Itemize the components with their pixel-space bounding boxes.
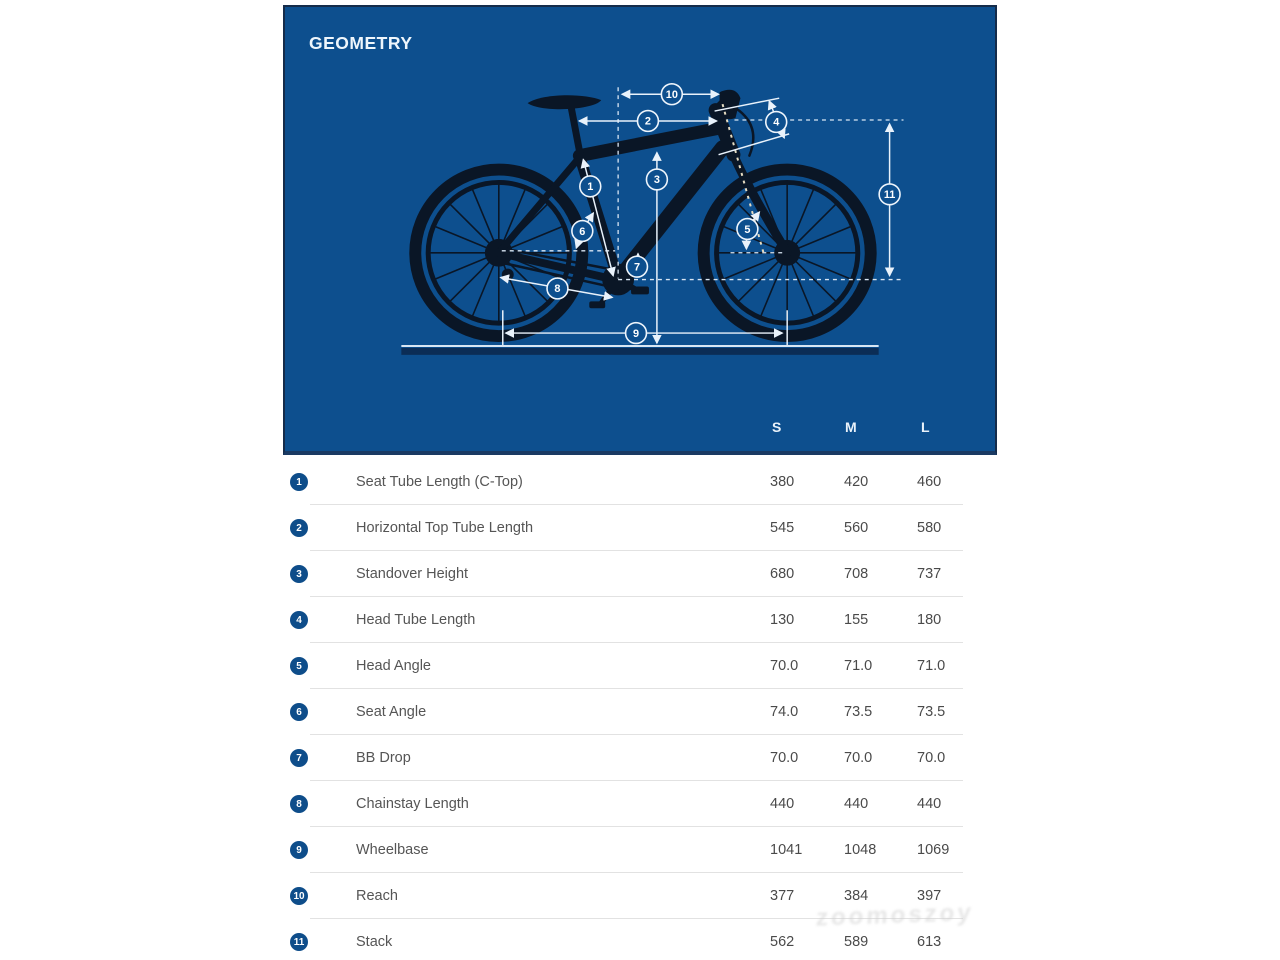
row-number-badge: 2 [290, 519, 308, 537]
row-number-badge: 1 [290, 473, 308, 491]
value-l: 180 [917, 612, 942, 628]
value-l: 397 [917, 888, 942, 904]
row-label: Seat Angle [356, 704, 427, 720]
callout-6 [572, 221, 593, 242]
row-label: Chainstay Length [356, 796, 469, 812]
value-m: 420 [844, 474, 869, 490]
callout-11 [879, 184, 900, 205]
svg-text:7: 7 [633, 261, 641, 274]
row-number-badge: 11 [290, 933, 308, 951]
value-s: 440 [770, 796, 795, 812]
callout-10 [661, 84, 682, 105]
svg-text:5: 5 [744, 223, 751, 236]
row-number-badge: 3 [290, 565, 308, 583]
row-number-badge: 4 [290, 611, 308, 629]
value-l: 73.5 [917, 704, 946, 720]
svg-text:3: 3 [653, 174, 660, 187]
value-l: 1069 [917, 842, 950, 858]
row-label: Reach [356, 888, 398, 904]
row-number-badge: 8 [290, 795, 308, 813]
value-s: 562 [770, 934, 795, 950]
row-label: BB Drop [356, 750, 411, 766]
value-s: 130 [770, 612, 795, 628]
row-number-badge: 10 [290, 887, 308, 905]
row-label: Head Angle [356, 658, 431, 674]
svg-text:6: 6 [579, 225, 586, 238]
row-label: Standover Height [356, 566, 469, 582]
svg-text:8: 8 [554, 283, 561, 296]
callout-5 [737, 219, 758, 240]
value-s: 70.0 [770, 658, 799, 674]
value-m: 589 [844, 934, 869, 950]
value-s: 680 [770, 566, 795, 582]
geometry-table [283, 459, 997, 960]
svg-text:2: 2 [644, 115, 651, 128]
row-number-badge: 6 [290, 703, 308, 721]
row-number-badge: 7 [290, 749, 308, 767]
table-row [283, 551, 997, 597]
value-m: 1048 [844, 842, 877, 858]
value-l: 70.0 [917, 750, 946, 766]
callout-3 [646, 169, 667, 190]
value-m: 440 [844, 796, 869, 812]
table-row [283, 597, 997, 643]
row-label: Horizontal Top Tube Length [356, 520, 534, 536]
bike-geometry-diagram [285, 7, 995, 451]
value-s: 1041 [770, 842, 803, 858]
callout-1 [580, 176, 601, 197]
value-m: 155 [844, 612, 869, 628]
callout-4 [766, 112, 787, 133]
table-row [283, 505, 997, 551]
column-header-s: S [772, 419, 782, 435]
value-s: 70.0 [770, 750, 799, 766]
svg-text:9: 9 [632, 327, 640, 340]
callout-2 [638, 111, 659, 132]
table-row [283, 873, 997, 919]
value-m: 70.0 [844, 750, 873, 766]
value-m: 560 [844, 520, 869, 536]
ground-line [401, 346, 878, 355]
column-header-l: L [921, 419, 930, 435]
value-l: 580 [917, 520, 942, 536]
value-s: 377 [770, 888, 795, 904]
value-l: 460 [917, 474, 942, 490]
value-s: 74.0 [770, 704, 799, 720]
table-row [283, 735, 997, 781]
panel-title: GEOMETRY [309, 33, 413, 53]
value-m: 708 [844, 566, 869, 582]
table-row [283, 781, 997, 827]
value-m: 384 [844, 888, 869, 904]
table-row [283, 643, 997, 689]
value-m: 71.0 [844, 658, 873, 674]
row-label: Wheelbase [356, 842, 429, 858]
column-header-m: M [845, 419, 857, 435]
table-row [283, 689, 997, 735]
value-l: 613 [917, 934, 942, 950]
svg-text:10: 10 [665, 88, 678, 101]
row-label: Seat Tube Length (C-Top) [356, 474, 523, 490]
table-row [283, 459, 997, 505]
value-m: 73.5 [844, 704, 873, 720]
value-l: 737 [917, 566, 942, 582]
svg-text:4: 4 [773, 116, 780, 129]
row-label: Head Tube Length [356, 612, 476, 628]
callout-8 [547, 278, 568, 299]
geometry-panel [283, 5, 997, 455]
value-s: 545 [770, 520, 795, 536]
callout-7 [627, 256, 648, 277]
watermark: zoomoszoy [815, 899, 975, 932]
table-row [283, 827, 997, 873]
value-s: 380 [770, 474, 795, 490]
row-number-badge: 5 [290, 657, 308, 675]
value-l: 71.0 [917, 658, 946, 674]
row-label: Stack [356, 934, 393, 950]
callout-9 [626, 323, 647, 344]
value-l: 440 [917, 796, 942, 812]
row-number-badge: 9 [290, 841, 308, 859]
svg-text:11: 11 [883, 189, 896, 202]
svg-text:1: 1 [587, 181, 594, 194]
table-row [283, 919, 997, 960]
